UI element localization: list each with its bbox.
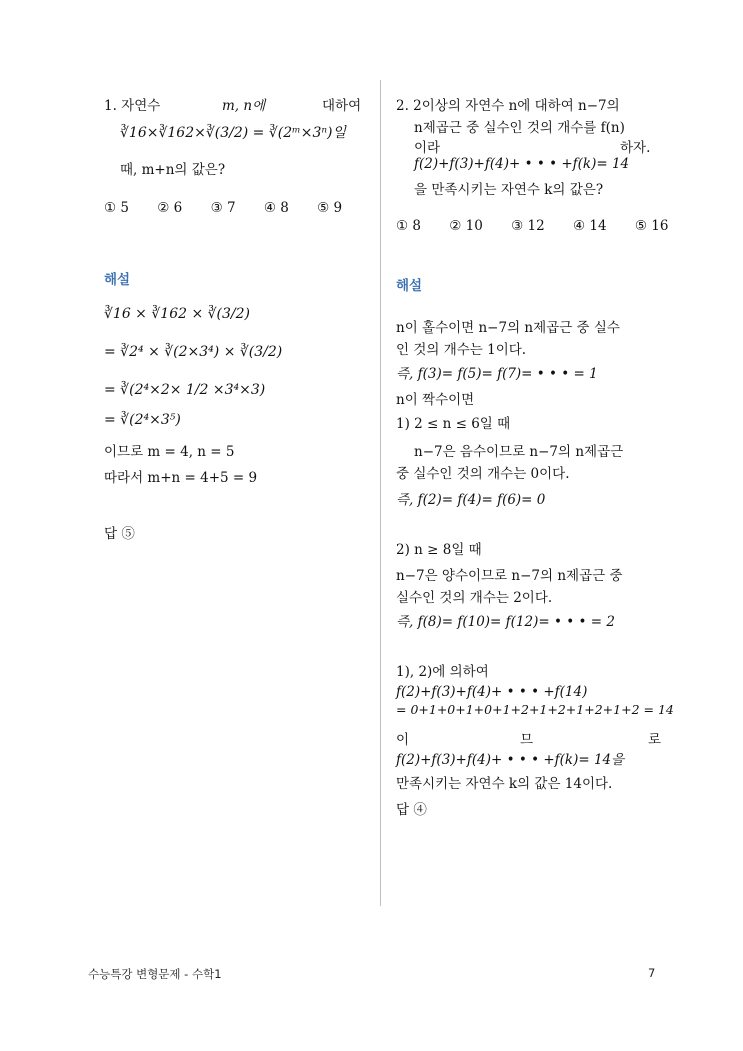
problem2-option-1: ① 8	[396, 218, 421, 234]
problem1-option-1: ① 5	[104, 200, 129, 216]
solution2-heading: 해설	[396, 278, 423, 294]
problem1-option-3: ③ 7	[210, 200, 236, 216]
problem2-line-3b: 하자.	[620, 140, 651, 156]
problem2-options	[396, 218, 692, 234]
problem2-line-5: 을 만족시키는 자연수 k의 값은?	[414, 182, 604, 198]
problem2-option-3: ③ 12	[511, 218, 545, 234]
solution2-line-16c: 로	[648, 732, 662, 748]
problem1-option-5: ⑤ 9	[317, 200, 343, 216]
solution2-line-14: f(2)+f(3)+f(4)+ • • • +f(14)	[396, 684, 588, 700]
solution2-line-4: n이 짝수이면	[396, 392, 475, 408]
problem1-stem-vars: m, n에	[222, 98, 266, 114]
problem1-stem-b: 대하여	[322, 98, 362, 114]
solution2-line-6: n−7은 음수이므로 n−7의 n제곱근	[414, 444, 624, 460]
solution1-line-3: = ∛(2⁴×2× 1/2 ×3⁴×3)	[104, 382, 266, 398]
problem2-line-1: 2. 2이상의 자연수 n에 대하여 n−7의	[396, 98, 620, 114]
problem1-option-4: ④ 8	[263, 200, 289, 216]
solution2-answer: 답 ④	[396, 802, 427, 818]
problem1-stem-a: 1. 자연수	[104, 98, 161, 114]
solution1-line-1: ∛16 × ∛162 × ∛(3/2)	[104, 306, 251, 322]
solution1-line-5: 이므로 m = 4, n = 5	[104, 444, 235, 460]
problem2-line-3a: 이라	[414, 140, 441, 156]
solution2-line-16b: 므	[520, 732, 534, 748]
problem1-options	[104, 200, 366, 216]
footer-title: 수능특강 변형문제 - 수학1	[88, 967, 222, 981]
problem1-option-2: ② 6	[157, 200, 183, 216]
solution2-line-1: n이 홀수이면 n−7의 n제곱근 중 실수	[396, 320, 620, 336]
solution2-line-17: f(2)+f(3)+f(4)+ • • • +f(k)= 14을	[396, 752, 625, 768]
solution2-line-12: 즉, f(8)= f(10)= f(12)= • • • = 2	[396, 614, 615, 630]
problem1-equation: ∛16×∛162×∛(3/2) = ∛(2ᵐ×3ⁿ)일	[120, 125, 347, 141]
problem2-option-2: ② 10	[449, 218, 483, 234]
problem2-option-5: ⑤ 16	[634, 218, 669, 234]
solution1-answer: 답 ⑤	[104, 526, 135, 542]
problem1-stem-c: 때, m+n의 값은?	[120, 162, 226, 178]
solution2-line-16a: 이	[396, 732, 410, 748]
column-divider	[380, 80, 381, 906]
solution2-line-15: = 0+1+0+1+0+1+2+1+2+1+2+1+2 = 14	[396, 702, 674, 717]
solution1-line-6: 따라서 m+n = 4+5 = 9	[104, 470, 258, 486]
solution1-line-2: = ∛2⁴ × ∛(2×3⁴) × ∛(3/2)	[104, 344, 283, 360]
solution2-line-9: 2) n ≥ 8일 때	[396, 542, 482, 558]
solution2-line-3: 즉, f(3)= f(5)= f(7)= • • • = 1	[396, 366, 598, 382]
problem2-line-4: f(2)+f(3)+f(4)+ • • • +f(k)= 14	[414, 156, 630, 172]
page-number: 7	[648, 966, 656, 980]
solution2-line-5: 1) 2 ≤ n ≤ 6일 때	[396, 416, 511, 432]
solution2-line-8: 즉, f(2)= f(4)= f(6)= 0	[396, 492, 546, 508]
solution2-line-10: n−7은 양수이므로 n−7의 n제곱근 중	[396, 568, 623, 584]
problem2-option-4: ④ 14	[573, 218, 607, 234]
solution2-line-7: 중 실수인 것의 개수는 0이다.	[396, 466, 570, 482]
solution1-heading: 해설	[104, 272, 131, 288]
problem2-line-2: n제곱근 중 실수인 것의 개수를 f(n)	[414, 120, 625, 136]
solution2-line-18: 만족시키는 자연수 k의 값은 14이다.	[396, 776, 613, 792]
solution2-line-2: 인 것의 개수는 1이다.	[396, 342, 527, 358]
solution1-line-4: = ∛(2⁴×3⁵)	[104, 412, 181, 428]
solution2-line-13: 1), 2)에 의하여	[396, 664, 489, 680]
solution2-line-11: 실수인 것의 개수는 2이다.	[396, 590, 553, 606]
